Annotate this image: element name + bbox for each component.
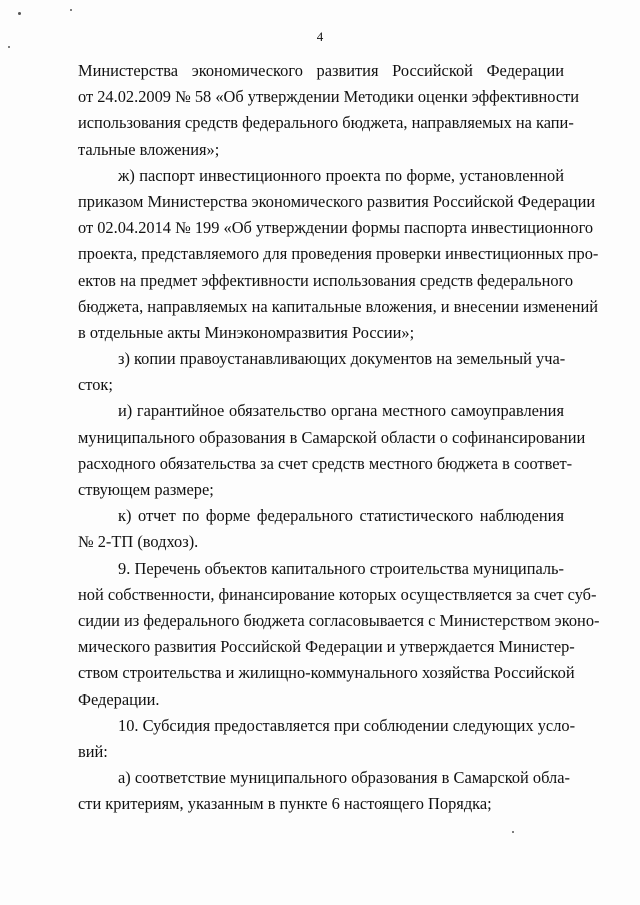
text-line: ж) паспорт инвестиционного проекта по форме, установленной — [118, 165, 564, 185]
page-number: 4 — [316, 29, 324, 44]
text-line: 9. Перечень объектов капитального строительства муниципаль- — [118, 558, 564, 578]
text-line: мического развития Российской Федерации и утверждается Министер- — [78, 637, 575, 657]
text-line: от 24.02.2009 № 58 «Об утверждении Методики оценки эффективности — [78, 87, 580, 107]
text-line: Министерства экономического развития Российской Федерации — [78, 61, 564, 80]
document-body — [78, 58, 600, 817]
text-line: з) копии правоустанавливающих документов на земельный уча- — [118, 349, 566, 369]
scan-speck — [512, 831, 514, 833]
text-line: тальные вложения»; — [78, 139, 220, 159]
text-line: от 02.04.2014 № 199 «Об утверждении формы паспорта инвестиционного — [78, 218, 594, 238]
text-line: бюджета, направляемых на капитальные вложения, и внесении изменений — [78, 296, 599, 316]
text-line: муниципального образования в Самарской области о софинансировании — [78, 427, 586, 447]
text-line: сидии из федерального бюджета согласовывается с Министерством эконо- — [78, 610, 600, 630]
text-line: ством строительства и жилищно-коммунального хозяйства Российской — [78, 663, 575, 683]
text-line: ной собственности, финансирование которых осуществляется за счет суб- — [78, 584, 597, 604]
text-line: сти критериям, указанным в пункте 6 настоящего Порядка; — [78, 794, 492, 814]
text-line: к) отчет по форме федерального статистического наблюдения — [118, 506, 564, 526]
text-line: ствующем размере; — [78, 480, 214, 499]
text-line: расходного обязательства за счет средств местного бюджета в соответ- — [78, 453, 573, 473]
text-line: № 2-ТП (водхоз). — [78, 532, 199, 552]
text-line: приказом Министерства экономического развития Российской Федерации — [78, 191, 596, 211]
scan-speck — [8, 46, 10, 48]
text-line: ектов на предмет эффективности использования средств федерального — [78, 270, 574, 290]
text-line: использования средств федерального бюджета, направляемых на капи- — [78, 113, 574, 133]
text-line: проекта, представляемого для проведения проверки инвестиционных про- — [78, 244, 599, 264]
text-line: вий: — [78, 741, 108, 761]
text-line: Федерации. — [78, 689, 160, 709]
text-line: сток; — [78, 375, 113, 395]
scan-speck — [70, 9, 72, 11]
text-line: 10. Субсидия предоставляется при соблюдении следующих усло- — [118, 715, 576, 735]
text-line: и) гарантийное обязательство органа местного самоуправления — [118, 401, 564, 421]
text-line: а) соответствие муниципального образования в Самарской обла- — [118, 768, 570, 788]
scan-speck — [18, 12, 21, 15]
text-line: в отдельные акты Минэкономразвития России»; — [78, 322, 415, 342]
